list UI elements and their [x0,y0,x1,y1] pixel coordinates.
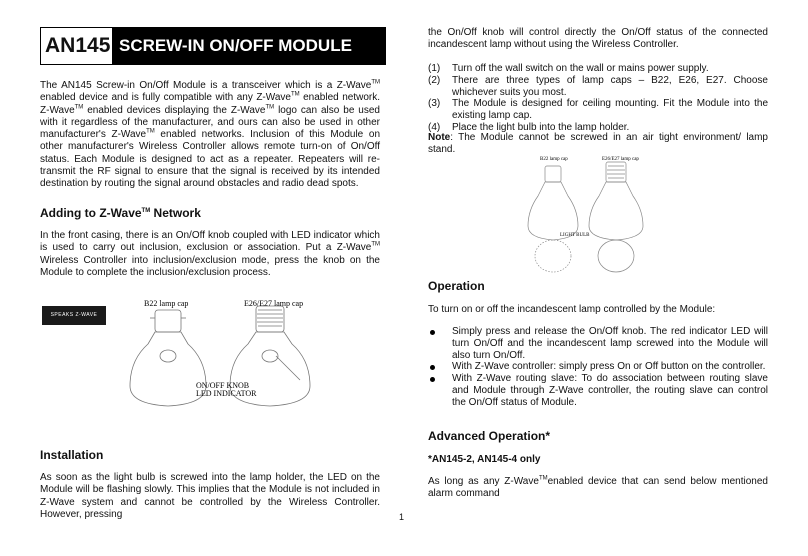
advanced-paragraph: As long as any Z-Wave™enabled device that can send below mentioned alarm command [428,475,768,500]
b22-label: B22 lamp cap [144,299,189,308]
zwave-logo: SPEAKS Z-WAVE [42,306,106,325]
installation-paragraph: As soon as the light bulb is screwed into the lamp holder, the LED on the Module will be flashing slowly. This implies that the Module is not included in Z-Wave system and cannot be controlled by the Wireless Controller. However, pressing [40,472,380,520]
note: Note: The Module cannot be screwed in an air tight environment/ lamp stand. [428,132,768,156]
list-item: Simply press and release the On/Off knob. The red indicator LED will turn On/Off and the incandescent lamp screwed into the Module will also turn On/Off. [428,326,768,361]
list-item: (4) Place the light bulb into the lamp holder. [428,121,630,133]
list-item: With Z-Wave routing slave: To do association between routing slave and Module through Z-Wave controller, the routing slave can control the On/Off status of Module. [428,373,768,408]
adding-heading: Adding to Z-Wave™ Network [40,206,201,220]
e26-label-right: E26/E27 lamp cap [602,157,639,162]
advanced-heading: Advanced Operation* [428,429,551,443]
led-label: LED INDICATOR [196,389,257,398]
list-item: (1) Turn off the wall switch on the wall or mains power supply. [428,63,709,74]
lamp-caps-figure-left [120,296,360,416]
operation-heading: Operation [428,279,485,293]
title-block [40,27,386,65]
installation-heading: Installation [40,448,104,462]
page-number: 1 [399,512,405,522]
list-item: (3) The Module is designed for ceiling mounting. Fit the Module into the existing lamp cap. [428,98,768,122]
list-item: With Z-Wave controller: simply press On or Off button on the controller. [428,361,768,373]
advanced-models: *AN145-2, AN145-4 only [428,454,541,465]
adding-paragraph: In the front casing, there is an On/Off knob coupled with LED indicator which is used to carry out inclusion, exclusion or association. Put a Z-Wave™ Wireless Controller into inclusion/exclusion mode, press the knob on the Module to complete the inclusion/exclusion process. [40,230,380,278]
knob-label: ON/OFF KNOB [196,381,250,390]
install-steps [428,63,768,134]
e26-label: E26/E27 lamp cap [244,299,304,308]
bulb-label: LIGHT BULB [560,233,590,238]
page-title: SCREW-IN ON/OFF MODULE [113,28,385,64]
operation-intro: To turn on or off the incandescent lamp controlled by the Module: [428,304,716,315]
list-item: (2) There are three types of lamp caps – B22, E26, E27. Choose whichever suits you most. [428,74,768,98]
product-code: AN145 [41,28,113,64]
b22-label-right: B22 lamp cap [540,157,568,162]
install-continued: the On/Off knob will control directly the On/Off status of the connected incandescent lamp without using the Wireless Controller. [428,27,768,51]
lamp-caps-figure-right [520,150,670,278]
operation-bullets [428,326,768,409]
intro-paragraph: The AN145 Screw-in On/Off Module is a transceiver which is a Z-Wave™ enabled device and is fully compatible with any Z-Wave™ enabled network. Z-Wave™ enabled devices displaying the Z-Wave™ logo can also be used with it regardless of the manufacturer, and ours can also be used in other manufacturer's Z-Wave™ enabled networks. Inclusion of this Module on other manufacturer's Wireless Controller allows remote turn-on of On/Off status. Each Module is designed to act as a repeater. Repeaters will re-transmit the RF signal to ensure that the signal is received by its intended destination by routing the signal around obstacles and radio dead spots. [40,79,381,190]
